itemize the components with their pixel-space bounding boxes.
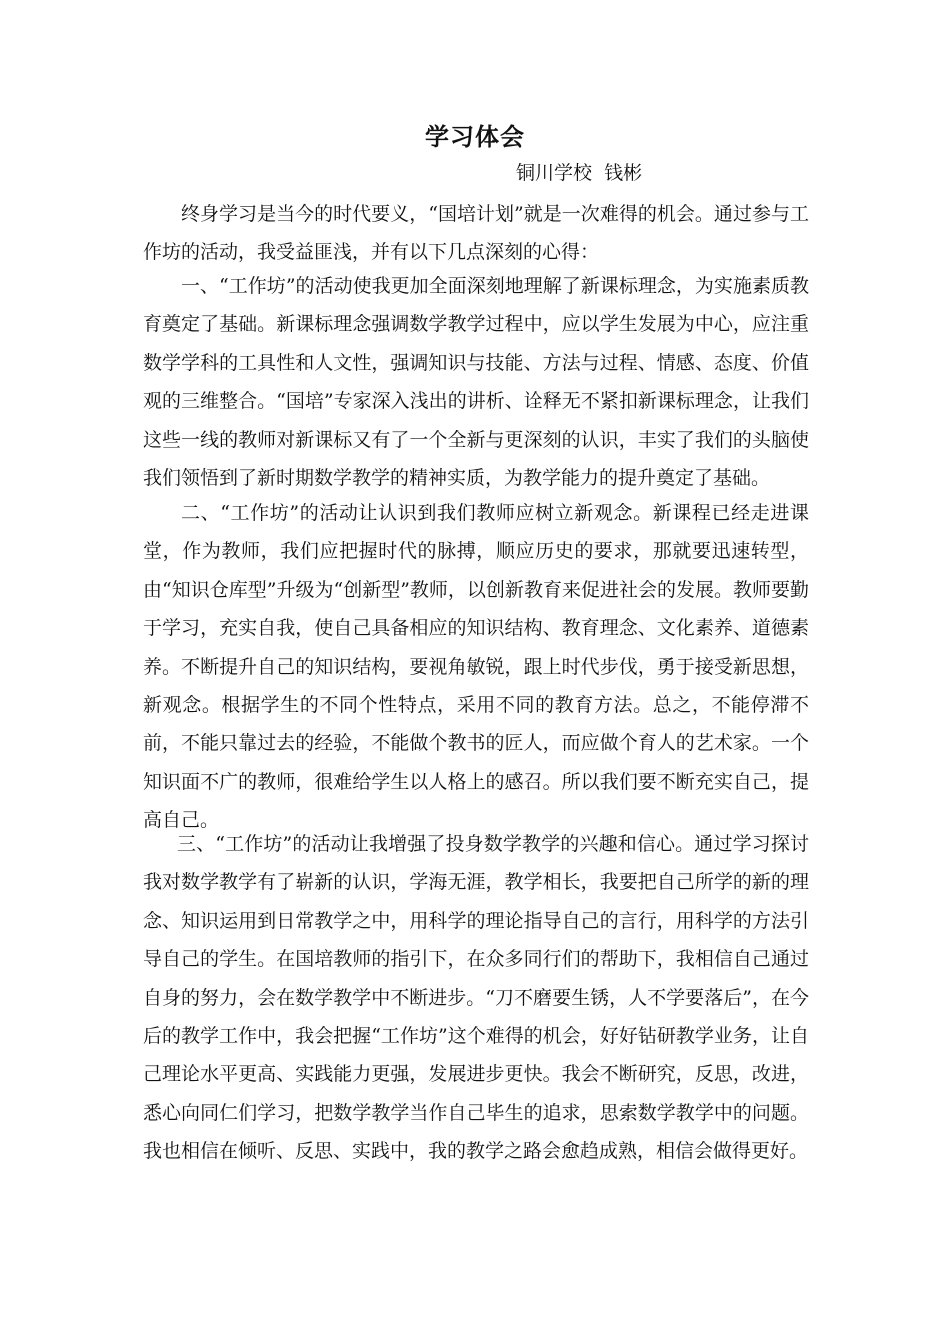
- document-title: 学习体会: [425, 123, 525, 151]
- paragraph-point-one: 一、“工作坊”的活动使我更加全面深刻地理解了新课标理念，为实施素质教育奠定了基础。新课标理念强调数学教学过程中，应以学生发展为中心，应注重数学学科的工具性和人文性，强调知识与技能、方法与过程、情感、态度、价值观的三维整合。“国培”专家深入浅出的讲析、诠释无不紧扣新课标理念，让我们这些一线的教师对新课标又有了一个全新与更深刻的认识，丰实了我们的头脑使我们领悟到了新时期数学教学的精神实质，为教学能力的提升奠定了基础。: [143, 275, 809, 490]
- document-author: 铜川学校 钱彬: [516, 162, 643, 184]
- paragraph-point-three: 三、“工作坊”的活动让我增强了投身数学教学的兴趣和信心。通过学习探讨我对数学教学有了崭新的认识，学海无涯，教学相长，我要把自己所学的新的理念、知识运用到日常教学之中，用科学的理论指导自己的言行，用科学的方法引导自己的学生。在国培教师的指引下，在众多同行们的帮助下，我相信自己通过自身的努力，会在数学教学中不断进步。“刀不磨要生锈，人不学要落后”，在今后的教学工作中，我会把握“工作坊”这个难得的机会，好好钻研教学业务，让自己理论水平更高、实践能力更强，发展进步更快。我会不断研究，反思，改进，悉心向同仁们学习，把数学教学当作自己毕生的追求，思索数学教学中的问题。我也相信在倾听、反思、实践中，我的教学之路会愈趋成熟，相信会做得更好。: [143, 833, 809, 1163]
- paragraph-intro: 终身学习是当今的时代要义，“国培计划”就是一次难得的机会。通过参与工作坊的活动，我受益匪浅，并有以下几点深刻的心得：: [143, 203, 809, 264]
- paragraph-point-two: 二、“工作坊”的活动让认识到我们教师应树立新观念。新课程已经走进课堂，作为教师，我们应把握时代的脉搏，顺应历史的要求，那就要迅速转型，由“知识仓库型”升级为“创新型”教师，以创新教育来促进社会的发展。教师要勤于学习，充实自我，使自己具备相应的知识结构、教育理念、文化素养、道德素养。不断提升自己的知识结构，要视角敏锐，跟上时代步伐，勇于接受新思想，新观念。根据学生的不同个性特点，采用不同的教育方法。总之，不能停滞不前，不能只靠过去的经验，不能做个教书的匠人，而应做个育人的艺术家。一个知识面不广的教师，很难给学生以人格上的感召。所以我们要不断充实自己，提高自己。: [143, 502, 809, 832]
